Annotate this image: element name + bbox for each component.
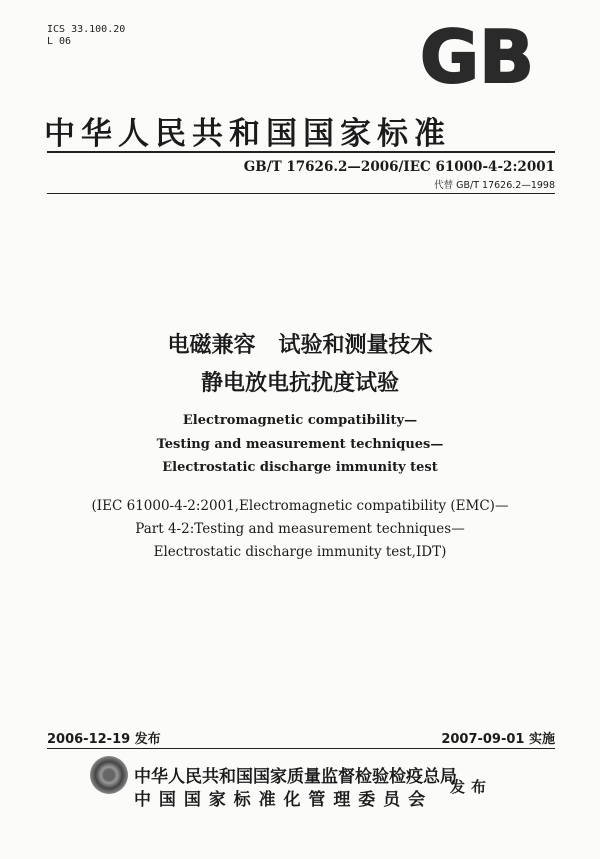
title-cn-line2: 静电放电抗扰度试验 <box>200 371 399 396</box>
idt-line2: Part 4-2:Testing and measurement techniques— <box>135 521 465 537</box>
publisher-aqsiq: 中华人民共和国国家质量监督检验检疫总局 <box>134 767 457 787</box>
idt-line1: (IEC 61000-4-2:2001,Electromagnetic compatibility (EMC)— <box>91 498 509 514</box>
publisher-sac: 中 国 国 家 标 准 化 管 理 委 员 会 <box>134 790 427 810</box>
issue-date: 2006-12-19 发布 <box>47 732 161 747</box>
idt-line3: Electrostatic discharge immunity test,IDT) <box>153 544 447 560</box>
title-cn-line1: 电磁兼容 试验和测量技术 <box>167 333 433 358</box>
title-en-line3: Electrostatic discharge immunity test <box>162 460 438 475</box>
ics-code: ICS 33.100.20 <box>47 24 126 35</box>
gb-logo <box>402 22 552 92</box>
standard-number: GB/T 17626.2—2006/IEC 61000-4-2:2001 <box>243 159 555 175</box>
gb-logo-text: GB <box>420 22 534 92</box>
footer-divider <box>47 748 555 749</box>
title-en-line1: Electromagnetic compatibility— <box>182 413 418 428</box>
official-seal-icon <box>90 756 128 794</box>
replaces-standard: 代替 GB/T 17626.2—1998 <box>434 180 555 191</box>
national-standard-title: 中华人民共和国国家标准 <box>44 116 451 152</box>
number-divider <box>47 193 555 194</box>
ccs-code: L 06 <box>47 36 72 47</box>
issue-label: 发布 <box>450 778 493 796</box>
header-divider <box>47 151 555 153</box>
title-en-line2: Testing and measurement techniques— <box>156 437 444 452</box>
gb-logo-graphic <box>402 22 552 92</box>
implementation-date: 2007-09-01 实施 <box>441 732 555 747</box>
classification-codes <box>47 24 125 48</box>
